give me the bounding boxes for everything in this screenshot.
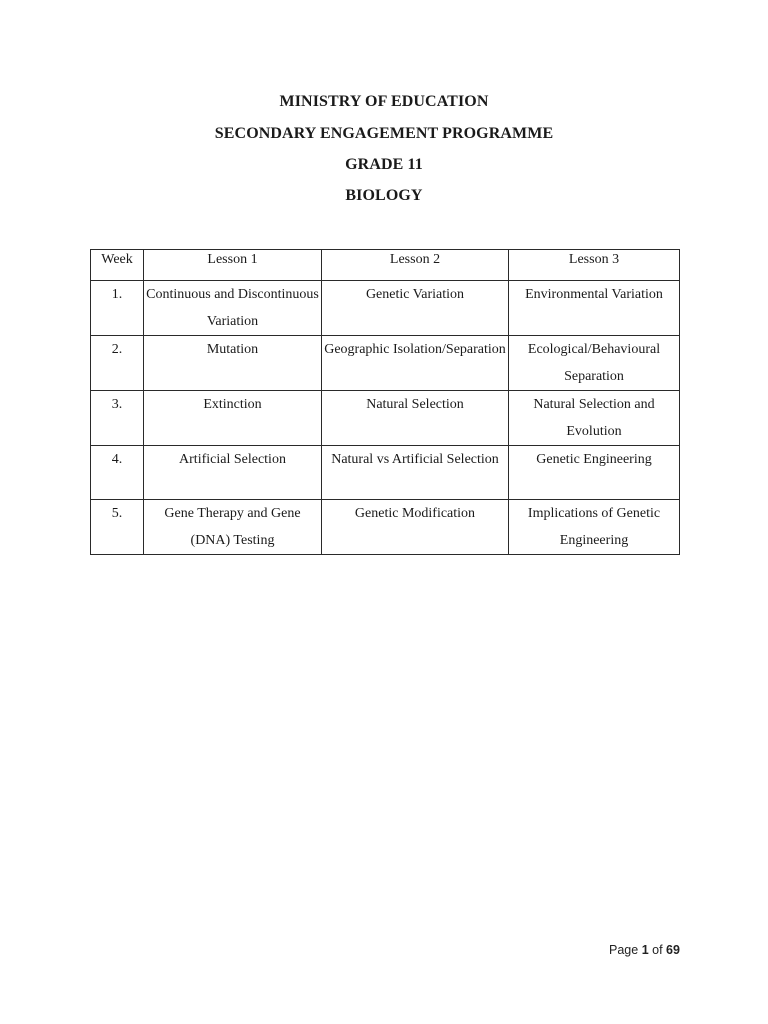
table-row [91,446,680,500]
lesson-2-cell: Genetic Variation [322,281,509,336]
table-row [91,391,680,446]
column-header-week: Week [91,250,144,281]
lesson-schedule-table-container [90,249,679,555]
lesson-2-cell: Natural vs Artificial Selection [322,446,509,500]
table-header-row [91,250,680,281]
lesson-3-cell: Implications of Genetic Engineering [509,500,680,555]
lesson-1-cell: Extinction [144,391,322,446]
lesson-2-cell: Geographic Isolation/Separation [322,336,509,391]
week-cell: 5. [91,500,144,555]
page-number-footer [609,943,680,957]
programme-title: SECONDARY ENGAGEMENT PROGRAMME [214,125,554,142]
lesson-2-cell: Natural Selection [322,391,509,446]
week-cell: 1. [91,281,144,336]
table-row [91,500,680,555]
column-header-lesson-3: Lesson 3 [509,250,680,281]
table-row [91,336,680,391]
total-pages-number: 69 [666,943,680,957]
of-label: of [652,943,663,957]
week-cell: 4. [91,446,144,500]
ministry-title: MINISTRY OF EDUCATION [279,93,489,110]
week-cell: 3. [91,391,144,446]
lesson-1-cell: Mutation [144,336,322,391]
lesson-1-cell: Gene Therapy and Gene (DNA) Testing [144,500,322,555]
lesson-3-cell: Ecological/Behavioural Separation [509,336,680,391]
current-page-number: 1 [641,943,649,957]
table-row [91,281,680,336]
lesson-3-cell: Natural Selection and Evolution [509,391,680,446]
column-header-lesson-2: Lesson 2 [322,250,509,281]
lesson-1-cell: Artificial Selection [144,446,322,500]
grade-title: GRADE 11 [345,156,423,173]
column-header-lesson-1: Lesson 1 [144,250,322,281]
lesson-1-cell: Continuous and Discontinuous Variation [144,281,322,336]
lesson-3-cell: Environmental Variation [509,281,680,336]
lesson-3-cell: Genetic Engineering [509,446,680,500]
subject-title: BIOLOGY [345,187,423,204]
lesson-2-cell: Genetic Modification [322,500,509,555]
lesson-schedule-table [90,249,680,555]
week-cell: 2. [91,336,144,391]
page-label: Page [609,943,639,957]
